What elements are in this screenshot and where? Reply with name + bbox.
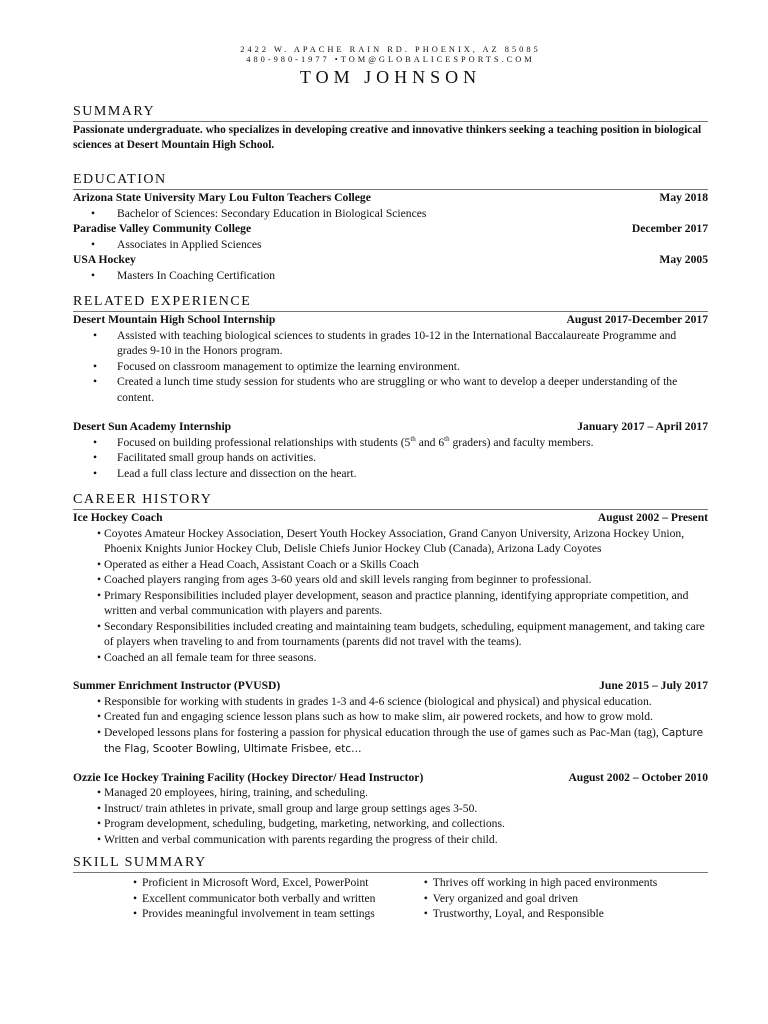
list-item: • Assisted with teaching biological sciences to students in grades 10-12 in the International Baccalaureate Programme and grades 9-10 in the Honors program. <box>73 328 708 359</box>
related-experience-section <box>73 294 708 481</box>
date: August 2017-December 2017 <box>566 313 708 326</box>
job-title: Ice Hockey Coach <box>73 511 163 524</box>
list-item: • Created fun and engaging science lesson plans such as how to make slim, air powered rockets, and how to grow mold. <box>73 709 708 725</box>
education-item <box>73 221 708 252</box>
list-item: • Facilitated small group hands on activities. <box>73 450 708 466</box>
list-item: • Masters In Coaching Certification <box>73 268 708 284</box>
skill-summary-section <box>73 855 708 922</box>
date: May 2018 <box>659 191 708 204</box>
list-item: • Bachelor of Sciences: Secondary Education in Biological Sciences <box>73 206 708 222</box>
list-item: • Coached an all female team for three seasons. <box>73 650 708 666</box>
date: August 2002 – Present <box>597 511 708 524</box>
date: May 2005 <box>659 253 708 266</box>
list-item: • Coached players ranging from ages 3-60 years old and skill levels ranging from beginner to professional. <box>73 572 708 588</box>
section-heading: SUMMARY <box>73 104 708 122</box>
list-item: • Program development, scheduling, budgeting, marketing, networking, and collections. <box>73 816 708 832</box>
list-item: • Excellent communicator both verbally and written <box>133 891 388 907</box>
job-title: Desert Sun Academy Internship <box>73 420 232 433</box>
job-entry <box>73 419 708 481</box>
list-item: • Primary Responsibilities included player development, season and practice planning, identifying appropriate competition, and written and verbal communication with players and parents. <box>73 588 708 619</box>
skills-right-list <box>388 875 708 922</box>
section-heading: SKILL SUMMARY <box>73 855 708 873</box>
section-heading: RELATED EXPERIENCE <box>73 294 708 312</box>
list-item: • Instruct/ train athletes in private, small group and large group settings ages 3-50. <box>73 801 708 817</box>
list-item: • Operated as either a Head Coach, Assistant Coach or a Skills Coach <box>73 557 708 573</box>
school-name: Arizona State University Mary Lou Fulton Teachers College <box>73 191 371 204</box>
job-entry <box>73 312 708 405</box>
career-history-section <box>73 492 708 847</box>
list-item: • Created a lunch time study session for students who are struggling or who want to develop a deeper understanding of the content. <box>73 374 708 405</box>
job-title: Summer Enrichment Instructor (PVUSD) <box>73 679 281 692</box>
job-title: Desert Mountain High School Internship <box>73 313 276 326</box>
education-section <box>73 172 708 283</box>
summary-section <box>73 104 708 153</box>
section-heading: EDUCATION <box>73 172 708 190</box>
skills-left-list <box>73 875 388 922</box>
resume-page <box>73 0 708 922</box>
education-item <box>73 252 708 283</box>
list-item: • Focused on classroom management to optimize the learning environment. <box>73 359 708 375</box>
list-item: • Very organized and goal driven <box>424 891 708 907</box>
date: December 2017 <box>631 222 708 235</box>
list-item: • Written and verbal communication with parents regarding the progress of their child. <box>73 832 708 848</box>
address-line: 2422 W. APACHE RAIN RD. PHOENIX, AZ 85085 <box>240 45 541 54</box>
list-item: • Coyotes Amateur Hockey Association, Desert Youth Hockey Association, Grand Canyon University, Arizona Hockey Union, Phoenix Knights Junior Hockey Club, Delisle Chiefs Junior Hockey Club (Canada), Arizona Lady Coyotes <box>73 526 708 557</box>
candidate-name: TOM JOHNSON <box>299 67 482 87</box>
date: January 2017 – April 2017 <box>577 420 708 433</box>
list-item: • Lead a full class lecture and dissection on the heart. <box>73 466 708 482</box>
section-heading: CAREER HISTORY <box>73 492 708 510</box>
list-item: • Secondary Responsibilities included creating and maintaining team budgets, scheduling, equipment management, and taking care of players when traveling to and from tournaments (parents did not travel with the teams). <box>73 619 708 650</box>
list-item: • Trustworthy, Loyal, and Responsible <box>424 906 708 922</box>
skills-columns <box>73 875 708 922</box>
job-entry <box>73 510 708 665</box>
date: August 2002 – October 2010 <box>568 770 708 784</box>
school-name: Paradise Valley Community College <box>73 222 252 235</box>
job-entry <box>73 770 708 848</box>
school-name: USA Hockey <box>73 253 136 266</box>
list-item: • Managed 20 employees, hiring, training, and scheduling. <box>73 785 708 801</box>
summary-text: Passionate undergraduate. who specializes in developing creative and innovative thinkers seeking a teaching position in biological sciences at Desert Mountain High School. <box>73 124 702 151</box>
list-item: • Responsible for working with students in grades 1-3 and 4-6 science (biological and physical) and physical education. <box>73 694 708 710</box>
job-title: Ozzie Ice Hockey Training Facility (Hockey Director/ Head Instructor) <box>73 770 424 784</box>
list-item: • Focused on building professional relationships with students (5th and 6th graders) and faculty members. <box>73 435 708 451</box>
contact-line: 480-980-1977 •TOM@GLOBALICESPORTS.COM <box>246 55 535 64</box>
list-item: • Thrives off working in high paced environments <box>424 875 708 891</box>
education-item <box>73 190 708 221</box>
list-item: • Proficient in Microsoft Word, Excel, PowerPoint <box>133 875 388 891</box>
list-item: • Provides meaningful involvement in team settings <box>133 906 388 922</box>
date: June 2015 – July 2017 <box>599 679 708 692</box>
job-entry <box>73 678 708 758</box>
list-item: • Associates in Applied Sciences <box>73 237 708 253</box>
list-item: • Developed lessons plans for fostering a passion for physical education through the use of games such as Pac-Man (tag), Capture the Flag, Scooter Bowling, Ultimate Frisbee, etc… <box>73 725 708 758</box>
